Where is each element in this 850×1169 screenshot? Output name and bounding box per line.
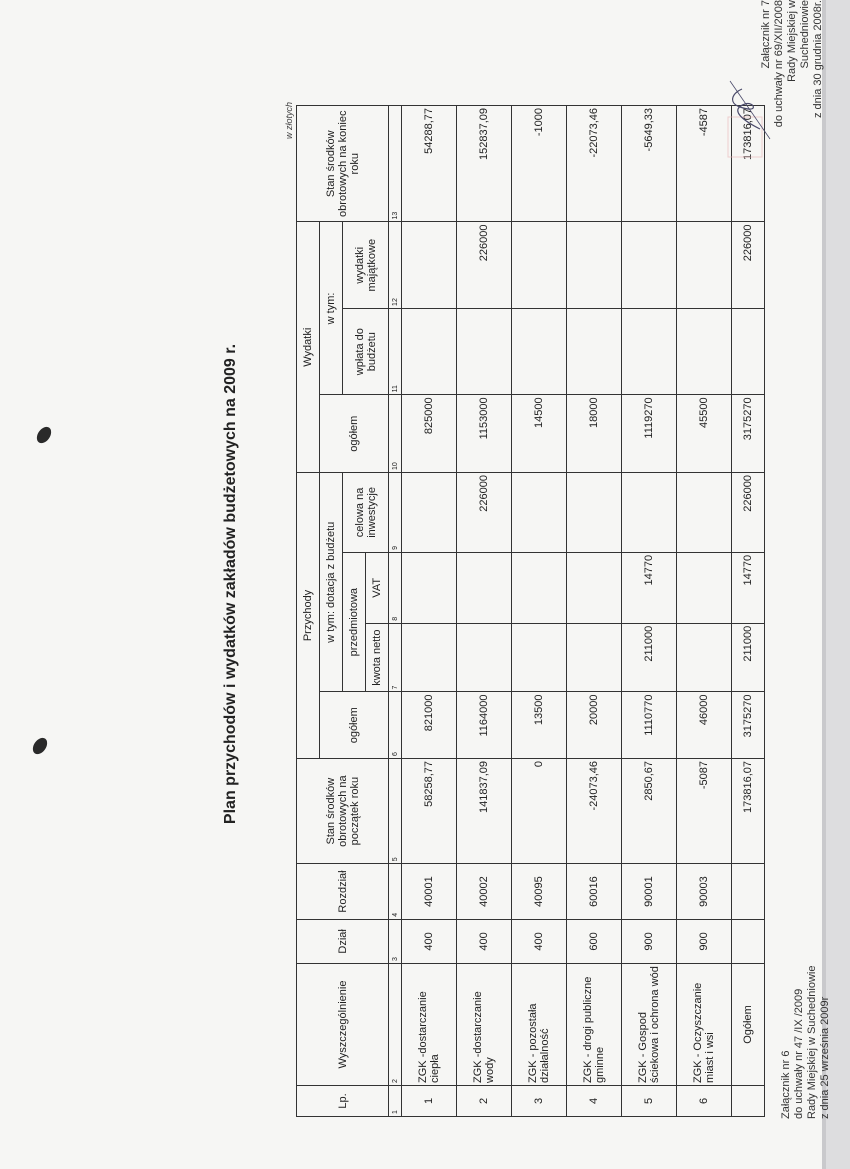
cell-majatkowe [622,222,677,308]
header-przychody-ogolem: ogółem [320,692,389,759]
cell-name: ZGK -dostarczanie wody [457,964,512,1086]
cell-name: ZGK - pozostała działalność [512,964,567,1086]
cell-wyd-ogolem: 45500 [677,395,732,473]
cell-kwota-netto [512,623,567,692]
attachment-note-left [780,966,832,1119]
cell-wplata [677,308,732,394]
cell-total-stan-pocz: 173816,07 [732,759,765,864]
unit-label: w złotych [284,101,294,139]
cell-stan-pocz: 58258,77 [402,759,457,864]
cell-majatkowe [677,222,732,308]
cell-stan-kon: -5649,33 [622,106,677,222]
cell-vat [677,552,732,623]
column-index-row [389,106,402,1117]
cell-lp: 4 [567,1085,622,1116]
cell-total-label: Ogółem [732,964,765,1086]
cell-rozdzial: 40095 [512,864,567,919]
note-line: do uchwały nr 69/XII/2008 [773,0,785,128]
cell-stan-kon: -4587 [677,106,732,222]
cell-total-vat: 14770 [732,552,765,623]
cell-name: ZGK - drogi publiczne gminne [567,964,622,1086]
header-dotacja: w tym: dotacja z budżetu [320,472,343,692]
cell-majatkowe: 226000 [457,222,512,308]
header-kwota-netto: kwota netto [366,623,389,692]
header-lp: Lp. [297,1085,389,1116]
cell-total-wyd-ogolem: 3175270 [732,395,765,473]
cell-wplata [512,308,567,394]
column-index: 10 [389,395,402,473]
header-wplata: wpłata do budżetu [343,308,389,394]
table-row [622,106,677,1117]
header-wydatki-ogolem: ogółem [320,395,389,473]
cell-ogolem: 20000 [567,692,622,759]
cell-celowa [567,472,622,552]
cell-wyd-ogolem: 1153000 [457,395,512,473]
cell-wplata [622,308,677,394]
cell-majatkowe [512,222,567,308]
cell-vat [402,552,457,623]
note-line: z dnia 30 grudnia 2008r. [812,0,824,119]
cell-ogolem: 821000 [402,692,457,759]
cell-dzial: 400 [512,919,567,963]
table-row [512,106,567,1117]
cell-ogolem: 1164000 [457,692,512,759]
column-index: 1 [389,1085,402,1116]
cell-lp: 5 [622,1085,677,1116]
cell-vat: 14770 [622,552,677,623]
table-row [677,106,732,1117]
cell-stan-pocz: 2850,67 [622,759,677,864]
cell-ogolem: 46000 [677,692,732,759]
header-przychody: Przychody [297,472,320,758]
cell-stan-pocz: 0 [512,759,567,864]
header-majatkowe: wydatki majątkowe [343,222,389,308]
cell-wyd-ogolem: 825000 [402,395,457,473]
cell-stan-pocz: -5087 [677,759,732,864]
table-row [567,106,622,1117]
cell-celowa [512,472,567,552]
cell-wplata [567,308,622,394]
total-row [732,106,765,1117]
cell-rozdzial: 40002 [457,864,512,919]
header-celowa: celowa na inwestycje [343,472,389,552]
cell-dzial: 400 [457,919,512,963]
header-rozdzial: Rozdział [297,864,389,919]
cell-celowa: 226000 [457,472,512,552]
cell-lp: 6 [677,1085,732,1116]
cell-wyd-ogolem: 18000 [567,395,622,473]
cell-kwota-netto [457,623,512,692]
cell-wyd-ogolem: 14500 [512,395,567,473]
table-row [457,106,512,1117]
note-line: Rady Miejskiej w Suchedniowie [786,0,811,82]
cell-lp-empty [732,1085,765,1116]
cell-total-stan-kon: 173816,07 [732,106,765,222]
cell-stan-kon: -1000 [512,106,567,222]
note-line: do uchwały nr 47 /IX /2009 [793,988,805,1119]
cell-rozdzial: 40001 [402,864,457,919]
column-index: 8 [389,552,402,623]
cell-kwota-netto [677,623,732,692]
cell-lp: 2 [457,1085,512,1116]
header-row [297,106,320,1117]
cell-total-ogolem: 3175270 [732,692,765,759]
cell-wplata [457,308,512,394]
note-line: Załącznik nr 7 [760,0,772,69]
cell-majatkowe [402,222,457,308]
header-vat: VAT [366,552,389,623]
column-index: 12 [389,222,402,308]
cell-stan-kon: -22073,46 [567,106,622,222]
cell-celowa [622,472,677,552]
cell-wplata [402,308,457,394]
cell-stan-pocz: -24073,46 [567,759,622,864]
header-dzial: Dział [297,919,389,963]
cell-dzial-empty [732,919,765,963]
cell-majatkowe [567,222,622,308]
cell-celowa [677,472,732,552]
cell-vat [567,552,622,623]
cell-vat [512,552,567,623]
cell-stan-kon: 152837,09 [457,106,512,222]
budget-plan-table [296,105,765,1117]
cell-kwota-netto [567,623,622,692]
cell-celowa [402,472,457,552]
cell-kwota-netto [402,623,457,692]
note-line: Rady Miejskiej w Suchedniowie [806,965,818,1119]
header-wyszczegolnienie: Wyszczególnienie [297,964,389,1086]
cell-dzial: 600 [567,919,622,963]
column-index: 3 [389,919,402,963]
note-line: z dnia 25 września 2009r [819,996,831,1119]
column-index: 4 [389,864,402,919]
document-title: Plan przychodów i wydatków zakładów budżetowych na 2009 r. [222,343,239,825]
cell-lp: 1 [402,1085,457,1116]
cell-kwota-netto: 211000 [622,623,677,692]
cell-lp: 3 [512,1085,567,1116]
cell-rozdzial: 90001 [622,864,677,919]
header-stan-koniec: Stan środków obrotowych na koniec roku [297,106,389,222]
column-index: 7 [389,623,402,692]
cell-dzial: 900 [622,919,677,963]
cell-wyd-ogolem: 1119270 [622,395,677,473]
header-stan-poczatek: Stan środków obrotowych na początek roku [297,759,389,864]
table-row [402,106,457,1117]
column-index: 11 [389,308,402,394]
cell-dzial: 900 [677,919,732,963]
note-line: Załącznik nr 6 [780,1050,792,1119]
cell-total-celowa: 226000 [732,472,765,552]
column-index: 5 [389,759,402,864]
cell-total-wplata [732,308,765,394]
cell-name: ZGK - Gospod ściekowa i ochrona wód [622,964,677,1086]
cell-ogolem: 1110770 [622,692,677,759]
cell-name: ZGK -dostarczanie ciepła [402,964,457,1086]
header-w-tym: w tym: [320,222,343,395]
cell-rozdzial: 90003 [677,864,732,919]
header-wydatki: Wydatki [297,222,320,473]
cell-stan-kon: 54288,77 [402,106,457,222]
cell-total-majatkowe: 226000 [732,222,765,308]
cell-stan-pocz: 141837,09 [457,759,512,864]
signature-stamp [720,79,780,159]
cell-total-kwota-netto: 211000 [732,623,765,692]
column-index: 2 [389,964,402,1086]
cell-vat [457,552,512,623]
cell-rozdzial-empty [732,864,765,919]
cell-dzial: 400 [402,919,457,963]
column-index: 13 [389,106,402,222]
column-index: 6 [389,692,402,759]
cell-name: ZGK - Oczyszczanie miast i wsi [677,964,732,1086]
cell-ogolem: 13500 [512,692,567,759]
header-przedmiotowa: przedmiotowa [343,552,366,692]
column-index: 9 [389,472,402,552]
cell-rozdzial: 60016 [567,864,622,919]
